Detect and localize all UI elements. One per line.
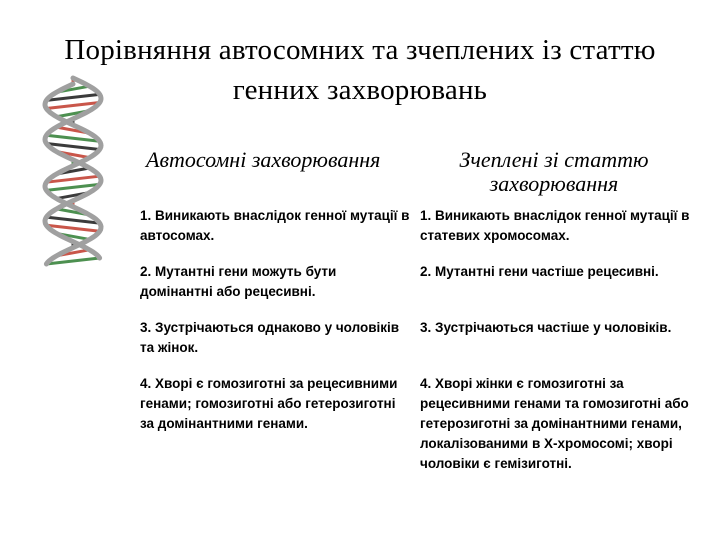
autosomal-cell: 2. Мутантні гени можуть бути домінантні або рецесивні. [140,264,337,299]
sex-linked-cell: 1. Виникають внаслідок генної мутації в статевих хромосомах. [420,208,690,243]
comparison-table [140,148,696,488]
dna-helix-icon [18,68,128,268]
table-header-row [140,148,696,204]
table-row [140,204,696,260]
autosomal-cell: 3. Зустрічаються однаково у чоловіків та жінок. [140,320,400,355]
header-sex-linked: Зчеплені зі статтю захворювання [459,147,649,196]
sex-linked-cell: 3. Зустрічаються частіше у чоловіків. [420,320,672,335]
table-row [140,316,696,372]
sex-linked-cell: 4. Хворі жінки є гомозиготні за рецесивними генами та гомозиготні або гетерозиготні за домінантними генами, локалізованими в Х-хромосомі; хворі чоловіки є гемізиготні. [420,376,689,471]
slide-title: Порівняння автосомних та зчеплених із статтю генних захворювань [64,34,656,106]
autosomal-cell: 1. Виникають внаслідок генної мутації в автосомах. [140,208,410,243]
table-row [140,260,696,316]
autosomal-cell: 4. Хворі є гомозиготні за рецесивними генами; гомозиготні або гетерозиготні за домінантними генами. [140,376,398,431]
table-row [140,372,696,488]
header-autosomal: Автосомні захворювання [146,147,381,172]
sex-linked-cell: 2. Мутантні гени частіше рецесивні. [420,264,659,279]
